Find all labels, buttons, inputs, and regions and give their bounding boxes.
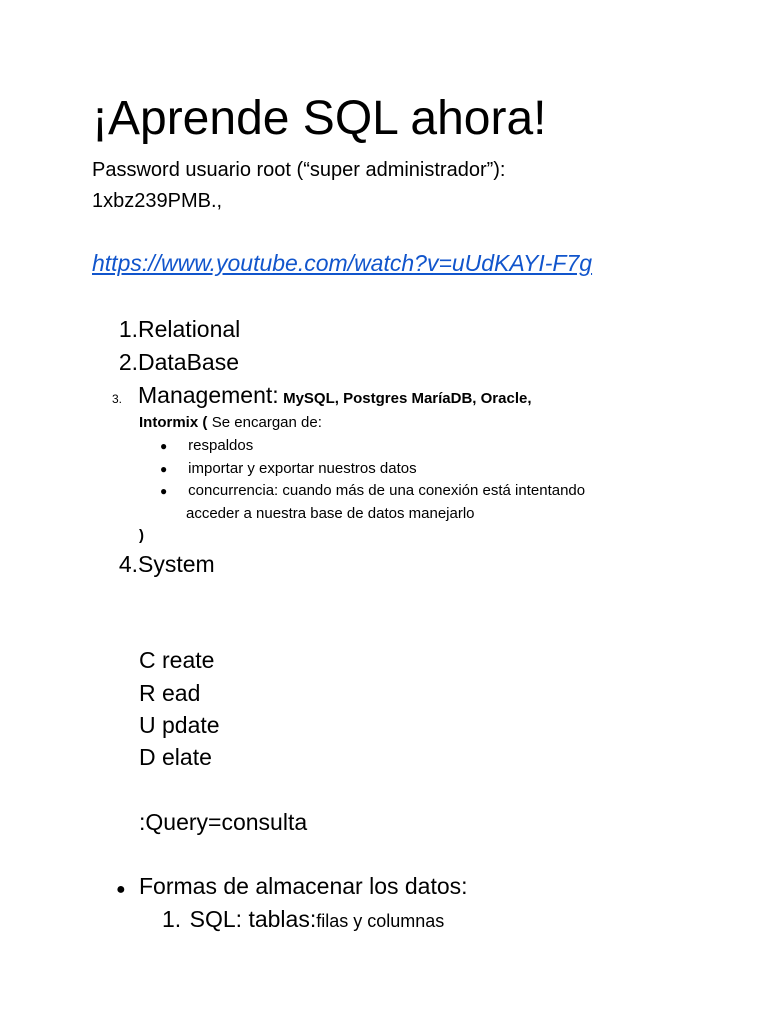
crud-read xyxy=(139,678,200,708)
password-label: Password usuario root (“super administrador”): xyxy=(92,159,506,181)
crud-letter: D xyxy=(139,744,156,770)
query-definition: :Query=consulta xyxy=(139,809,308,835)
list-number: 2. xyxy=(118,349,138,375)
storage-item-label: SQL: tablas: xyxy=(189,906,317,932)
page-title: ¡Aprende SQL ahora! xyxy=(92,92,547,145)
sub-bullet-text: concurrencia: cuando más de una conexión está intentando xyxy=(188,482,586,499)
sub-bullet-item xyxy=(160,480,585,502)
list-item-relational xyxy=(112,314,240,344)
management-description: Se encargan de: xyxy=(211,414,322,431)
storage-sub-item xyxy=(162,904,444,934)
storage-item-detail: filas y columnas xyxy=(316,911,445,931)
list-item-management xyxy=(112,380,532,410)
sub-bullet-text: importar y exportar nuestros datos xyxy=(188,460,417,477)
list-item-database xyxy=(112,347,239,377)
crud-delete xyxy=(139,742,212,772)
crud-rest: ead xyxy=(162,680,201,706)
sub-bullet-item xyxy=(160,435,253,457)
list-item-system xyxy=(112,549,215,579)
list-number: 1. xyxy=(162,906,182,932)
crud-letter: U xyxy=(139,712,156,738)
crud-rest: elate xyxy=(162,744,212,770)
sub-bullet-continuation: acceder a nuestra base de datos manejarlo xyxy=(186,505,475,522)
bullet-icon: ● xyxy=(160,462,168,476)
sub-bullet-text: respaldos xyxy=(188,437,254,454)
sub-bullet-item xyxy=(160,458,417,480)
crud-letter: C xyxy=(139,647,156,673)
bullet-icon: ● xyxy=(116,881,126,898)
management-continuation xyxy=(139,412,322,434)
list-item-label: System xyxy=(138,551,215,577)
crud-rest: pdate xyxy=(162,712,220,738)
password-value: 1xbz239PMB., xyxy=(92,190,223,212)
list-number: 4. xyxy=(118,551,138,577)
list-item-label: DataBase xyxy=(138,349,240,375)
crud-letter: R xyxy=(139,680,156,706)
bullet-icon: ● xyxy=(160,484,168,498)
crud-create xyxy=(139,645,214,675)
list-number: 1. xyxy=(118,316,138,342)
storage-bullet-item xyxy=(116,871,468,905)
list-item-label: Relational xyxy=(138,316,241,342)
list-number: 3. xyxy=(112,392,123,406)
list-item-label: Management: xyxy=(138,382,279,408)
youtube-link[interactable]: https://www.youtube.com/watch?v=uUdKAYI-F7g xyxy=(92,250,593,276)
closing-paren: ) xyxy=(139,527,144,544)
crud-rest: reate xyxy=(162,647,215,673)
dbms-list: MySQL, Postgres MaríaDB, Oracle, xyxy=(283,390,532,407)
crud-update xyxy=(139,710,220,740)
bullet-icon: ● xyxy=(160,439,168,453)
storage-heading: Formas de almacenar los datos: xyxy=(139,873,468,899)
dbms-list-continued: Intormix ( xyxy=(139,414,208,431)
